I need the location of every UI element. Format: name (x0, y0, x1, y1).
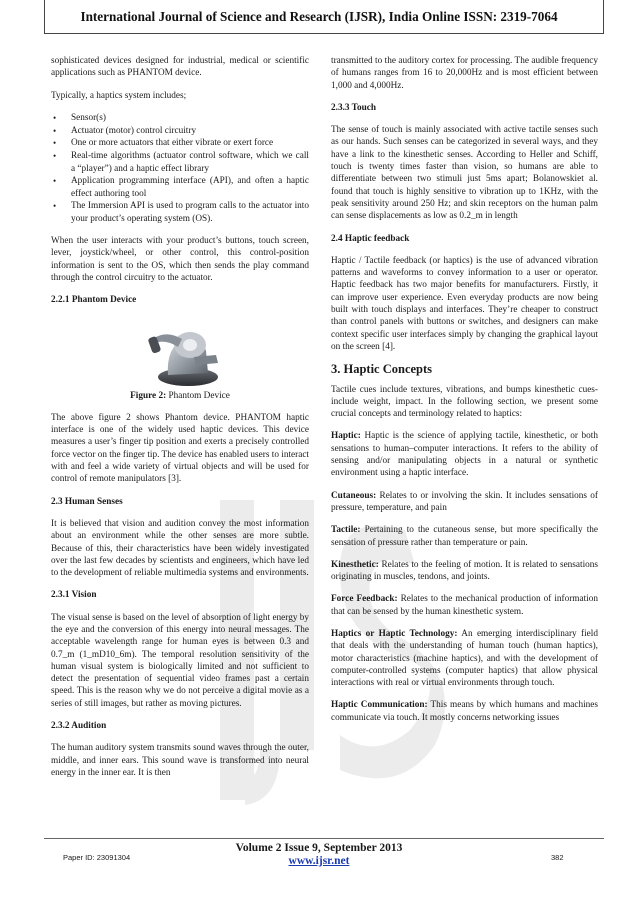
section-heading-touch: 2.3.3 Touch (331, 102, 376, 113)
list-item: • Sensor(s) (53, 112, 106, 123)
bullet-icon: • (53, 201, 57, 212)
paragraph: transmitted to the auditory cortex for processing. The audible frequency of humans ranges from 16 to 20,000Hz and is most efficient between 1,000 and 4,000Hz. (331, 56, 598, 91)
bullet-icon: • (53, 138, 57, 149)
bullet-icon: • (53, 151, 57, 162)
bullet-icon: • (53, 112, 57, 123)
left-column (51, 55, 309, 789)
paragraph: Haptic / Tactile feedback (or haptics) is the use of advanced vibration patterns and waveforms to convey information to a user or operator. Haptic feedback has two major benefits for manufacturers. Firstly, it can improve user experience. Even everyday products are now being built with touch displays and interfaces. They’re cheaper to construct than control panels with buttons or switches, and designers can make context specific user interfaces simply by changing the graphical layout on the screen [4]. (331, 255, 598, 352)
phantom-device-figure (51, 317, 309, 390)
paragraph: The visual sense is based on the level of absorption of light energy by the eye and the conversion of this energy into neural messages. The acceptable wavelength range for human eyes is between 0.3 and 0.7_m (1_mD10_6m). The temporal resolution sensitivity of the human visual system is biologically limited and not sufficient to detect the presentation of sequential video frames past a certain speed. This is the reason why we do not perceive a digital movie as a series of still images, but rather as moving pictures. (51, 612, 310, 709)
section-heading-vision: 2.3.1 Vision (51, 590, 97, 601)
bullet-icon: • (53, 176, 57, 187)
haptics-components-list (51, 112, 309, 225)
figure-caption: Figure 2: Phantom Device (130, 390, 230, 401)
paragraph: The above figure 2 shows Phantom device. PHANTOM haptic interface is one of the widely used haptic devices. This device measures a user’s finger tip position and exerts a precisely controlled force vector on the finger tip. The device has enabled users to interact with and feel a wide variety of virtual objects and will be used for control of remote manipulators [3]. (51, 412, 309, 485)
footer-volume: Volume 2 Issue 9, September 2013 (235, 842, 403, 854)
bullet-icon: • (53, 125, 57, 136)
definition-haptic: Haptic: Haptic is the science of applying tactile, kinesthetic, or both sensations to human–computer interactions. It refers to the ability of sensing and/or manipulating objects in a natural or synthetic environment using a haptic interface. (331, 431, 598, 479)
list-item: • Real-time algorithms (actuator control software, which we call a “player”) and a haptic effect library (53, 151, 309, 174)
phantom-device-image (146, 317, 226, 389)
section-heading-phantom: 2.2.1 Phantom Device (51, 295, 137, 306)
section-heading-audition: 2.3.2 Audition (51, 721, 107, 732)
definition-tactile: Tactile: Pertaining to the cutaneous sense, but more specifically the sensation of pressure rather than temperature or pain. (331, 525, 598, 548)
footer-url-link[interactable]: www.ijsr.net (288, 855, 350, 867)
journal-header: International Journal of Science and Research (IJSR), India Online ISSN: 2319-7064 (80, 9, 558, 24)
page-number: 382 (551, 853, 564, 862)
definition-kinesthetic: Kinesthetic: Relates to the feeling of motion. It is related to sensations originating in muscles, tendons, and joints. (331, 559, 598, 583)
definition-cutaneous: Cutaneous: Relates to or involving the skin. It includes sensations of pressure, temperature, and pain (331, 490, 598, 513)
paragraph: Tactile cues include textures, vibrations, and bumps kinesthetic cues- include weight, impact. In the following section, we present some crucial concepts and terminology related to haptics: (331, 384, 598, 420)
section-heading-senses: 2.3 Human Senses (51, 496, 123, 507)
footer-rule (44, 838, 604, 839)
definition-force-feedback: Force Feedback: Relates to the mechanical production of information that can be sensed by the human kinesthetic system. (331, 594, 598, 617)
definition-haptic-technology: Haptics or Haptic Technology: An emerging interdisciplinary field that deals with the understanding of human touch (human haptics), motor characteristics (machine haptics), and with the development of computer-controlled systems (computer haptics) that allow physical interactions with real or virtual environments through touch. (331, 628, 598, 689)
paragraph: The sense of touch is mainly associated with active tactile senses such as our hands. Such senses can be categorized in several ways, and they have a link to the kinesthetic senses. According to Heller and Schiff, touch is twenty times faster than vision, so humans are able to differentiate between two stimuli just 5ms apart; Bolanowskiet al. found that touch is highly sensitive to vibration up to 1KHz, with the peak sensitivity around 250 Hz; and skin receptors on the human palm can sense displacements as low as 0.2_m in length (331, 125, 598, 222)
paragraph: sophisticated devices designed for industrial, medical or scientific applications such as PHANTOM device. (51, 56, 309, 79)
paragraph: When the user interacts with your product’s buttons, touch screen, lever, joystick/wheel, or other control, this control-position information is sent to the OS, which then sends the play command through the control circuitry to the actuator. (51, 236, 309, 283)
paragraph: The human auditory system transmits sound waves through the outer, middle, and inner ears. This sound wave is transformed into neural energy in the inner ear. It is then (51, 743, 309, 778)
list-item: • Application programming interface (API), and often a haptic effect authoring tool (53, 176, 309, 199)
top-rule (44, 33, 604, 34)
paragraph: Typically, a haptics system includes; (51, 90, 187, 101)
list-item: • The Immersion API is used to program calls to the actuator into your product’s operating system (OS). (53, 201, 309, 224)
paper-id: Paper ID: 23091304 (63, 853, 131, 862)
section-heading-feedback: 2.4 Haptic feedback (331, 233, 410, 244)
right-column (331, 55, 598, 734)
section-heading-concepts: 3. Haptic Concepts (331, 362, 433, 377)
paragraph: It is believed that vision and audition convey the most information about an environment while the other senses are more subtle. Because of this, their characteristics have been widely investigated over the last few decades by scientists and engineers, which have led to the development of reliable multimedia systems and environments. (51, 518, 309, 579)
list-item: • One or more actuators that either vibrate or exert force (53, 138, 274, 149)
list-item: • Actuator (motor) control circuitry (53, 125, 197, 136)
definition-haptic-communication: Haptic Communication: This means by which humans and machines communicate via touch. It mostly concerns networking issues (331, 700, 598, 723)
